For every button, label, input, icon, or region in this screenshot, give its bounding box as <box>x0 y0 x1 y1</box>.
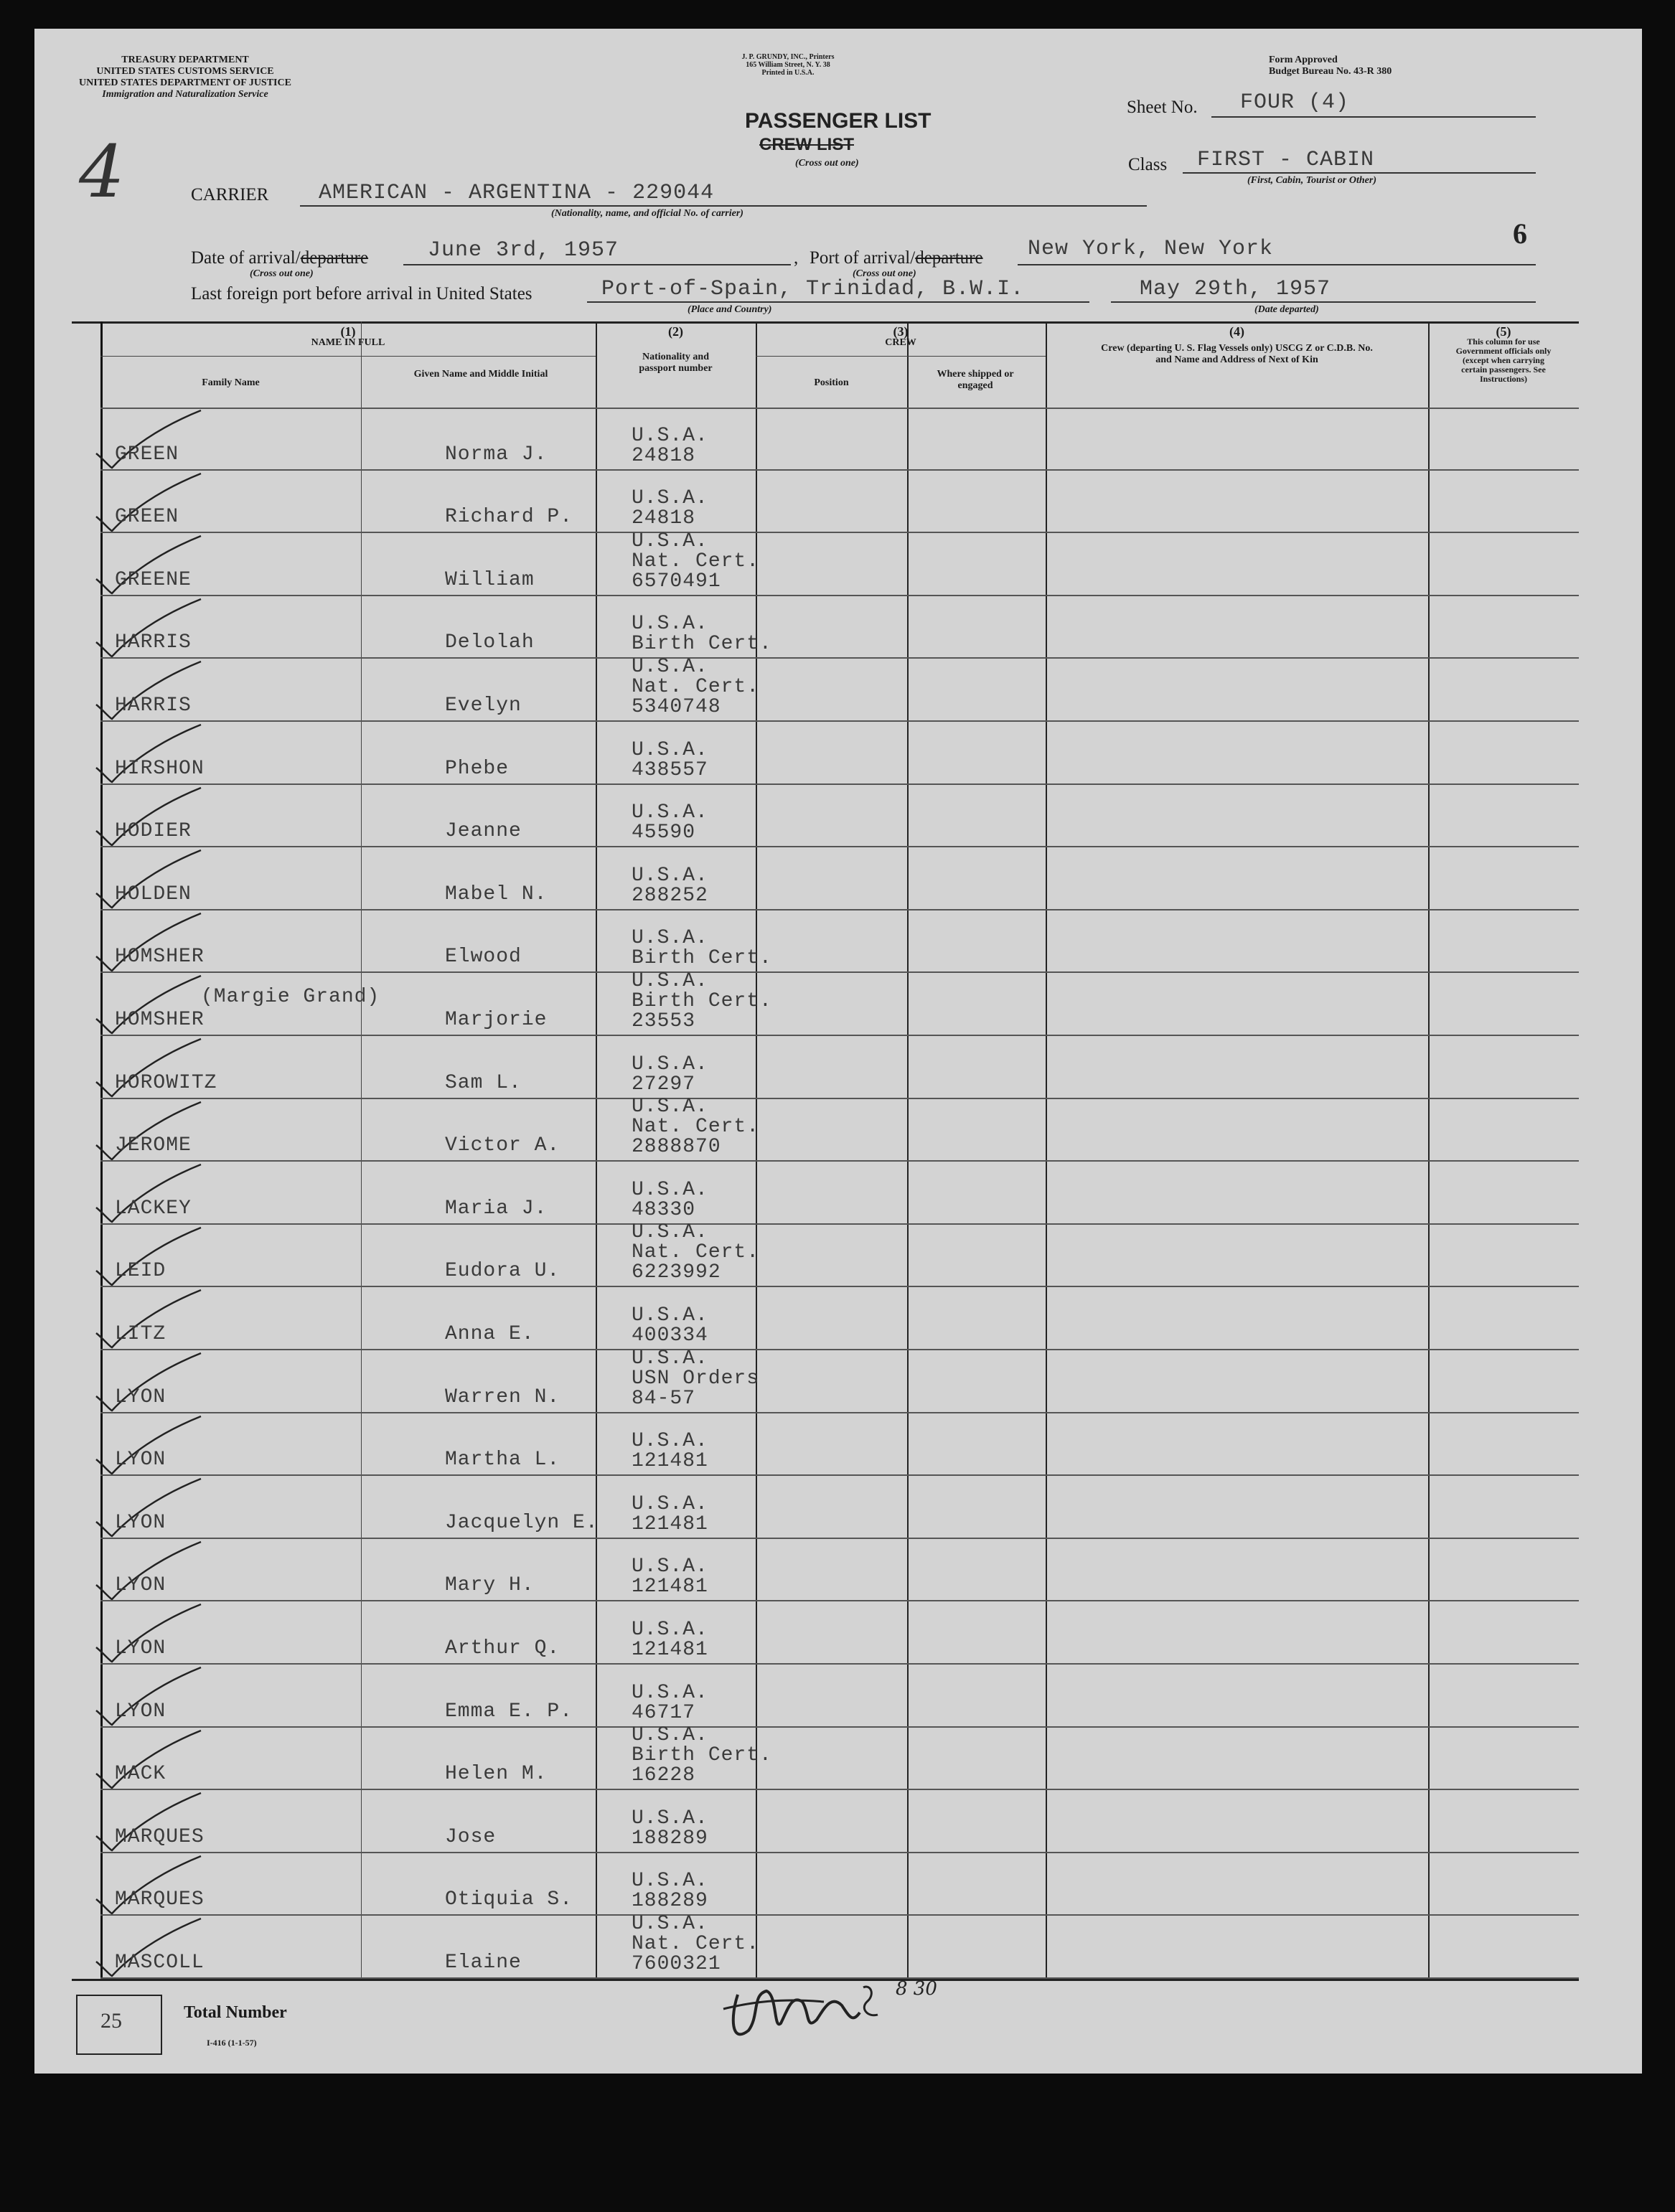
nationality-passport <box>632 1871 708 1911</box>
given-name: William <box>445 568 535 591</box>
nationality-passport <box>632 1180 708 1220</box>
nationality-line: U.S.A. <box>632 1053 708 1076</box>
given-name: Victor A. <box>445 1134 560 1157</box>
date-label-text: Date of arrival/ <box>191 248 301 268</box>
nationality-line: Birth Cert. <box>632 947 772 970</box>
place-caption: (Place and Country) <box>688 304 772 315</box>
nationality-line: U.S.A. <box>632 738 708 761</box>
last-port-underline <box>587 301 1089 303</box>
given-name: Otiquia S. <box>445 1888 573 1911</box>
family-name: HARRIS <box>115 631 192 654</box>
nationality-passport <box>632 1306 708 1346</box>
family-name: LYON <box>115 1700 166 1723</box>
date-value: June 3rd, 1957 <box>428 238 619 263</box>
nationality-line: U.S.A. <box>632 613 708 636</box>
nationality-line: Nat. Cert. <box>632 676 760 698</box>
family-name: LYON <box>115 1449 166 1472</box>
table-row <box>72 970 1579 1036</box>
nationality-passport <box>632 1349 759 1409</box>
last-port-label: Last foreign port before arrival in United States <box>191 284 532 303</box>
given-name: Anna E. <box>445 1322 535 1345</box>
col5-title: This column for use Government officials only (except when carrying certain passengers. See Instructions) <box>1455 336 1552 384</box>
family-name: LYON <box>115 1385 166 1408</box>
given-name: Emma E. P. <box>445 1700 573 1723</box>
nationality-line: 121481 <box>632 1512 708 1535</box>
agency-line: UNITED STATES CUSTOMS SERVICE <box>96 66 274 77</box>
col4-header <box>1046 326 1428 366</box>
nationality-line: U.S.A. <box>632 1221 708 1244</box>
given-name: Elaine <box>445 1951 522 1974</box>
carrier-underline <box>300 205 1147 207</box>
nationality-line: U.S.A. <box>632 487 708 510</box>
right-number: 6 <box>1513 217 1527 250</box>
family-name: LEID <box>115 1260 166 1283</box>
family-name: LITZ <box>115 1322 166 1345</box>
signature-note: 8 30 <box>896 1978 937 2000</box>
nationality-line: 24818 <box>632 507 696 530</box>
nationality-line: 400334 <box>632 1324 708 1347</box>
table-row <box>72 1413 1579 1477</box>
nationality-passport <box>632 971 772 1032</box>
nationality-line: 188289 <box>632 1827 708 1850</box>
family-name: GREENE <box>115 568 192 591</box>
nationality-line: 5340748 <box>632 696 721 718</box>
given-name: Jeanne <box>445 820 522 843</box>
nationality-line: U.S.A. <box>632 801 708 824</box>
family-name: LACKEY <box>115 1197 192 1220</box>
given-name: Norma J. <box>445 443 548 466</box>
nationality-line: U.S.A. <box>632 1347 708 1370</box>
col3-num: (3) <box>893 324 909 339</box>
table-row <box>72 1665 1579 1728</box>
col1-subline <box>100 356 596 357</box>
family-name: GREEN <box>115 506 179 529</box>
port-label <box>810 248 983 268</box>
carrier-value: AMERICAN - ARGENTINA - 229044 <box>319 181 715 205</box>
nationality-line: 2888870 <box>632 1136 721 1159</box>
nationality-passport <box>632 866 708 906</box>
table-row <box>72 1601 1579 1665</box>
family-name: MARQUES <box>115 1825 205 1848</box>
nationality-line: 188289 <box>632 1890 708 1913</box>
family-name: LYON <box>115 1637 166 1660</box>
family-name: HOMSHER <box>115 1008 205 1031</box>
signature <box>709 1952 996 2059</box>
nationality-passport <box>632 489 708 529</box>
given-name: Mabel N. <box>445 883 548 905</box>
col3-header <box>756 326 1046 349</box>
nationality-passport <box>632 1726 772 1786</box>
given-name: Elwood <box>445 946 522 969</box>
position-header: Position <box>814 377 849 388</box>
table-row <box>72 1790 1579 1853</box>
sheet-underline <box>1211 116 1536 118</box>
form-approved-line: Form Approved <box>1269 55 1338 65</box>
given-name: Delolah <box>445 631 535 654</box>
date-label <box>191 248 368 268</box>
given-name: Mary H. <box>445 1574 535 1597</box>
col4-title: Crew (departing U. S. Flag Vessels only) USCG Z or C.D.B. No. and Name and Address of Next of Kin <box>1101 343 1373 365</box>
given-name: Sam L. <box>445 1071 522 1094</box>
table-row <box>72 1476 1579 1539</box>
nationality-line: U.S.A. <box>632 1492 708 1515</box>
table-row <box>72 1221 1579 1288</box>
nationality-line: 23553 <box>632 1010 696 1032</box>
table-row <box>72 1539 1579 1602</box>
nationality-passport <box>632 1097 759 1157</box>
nationality-line: 24818 <box>632 444 696 467</box>
agency-line: UNITED STATES DEPARTMENT OF JUSTICE <box>79 77 291 88</box>
family-name: MASCOLL <box>115 1951 205 1974</box>
nationality-line: U.S.A. <box>632 1807 708 1830</box>
family-name: HOMSHER <box>115 946 205 969</box>
class-label: Class <box>1128 155 1168 174</box>
printer-line: J. P. GRUNDY, INC., Printers <box>741 53 835 61</box>
passenger-table <box>72 321 1579 1980</box>
nationality-passport <box>632 1557 708 1597</box>
nationality-line: U.S.A. <box>632 1556 708 1578</box>
nationality-line: Nat. Cert. <box>632 550 760 573</box>
given-name: Maria J. <box>445 1197 548 1220</box>
table-row <box>72 596 1579 659</box>
nationality-line: 84-57 <box>632 1387 696 1410</box>
nationality-line: 121481 <box>632 1576 708 1599</box>
nationality-line: USN Orders <box>632 1367 760 1390</box>
family-name: GREEN <box>115 443 179 466</box>
nationality-passport <box>632 1620 708 1660</box>
date-underline <box>403 264 791 265</box>
col1-num: (1) <box>340 324 356 339</box>
given-name: Warren N. <box>445 1385 560 1408</box>
nationality-line: U.S.A. <box>632 424 708 447</box>
printer-line: 165 William Street, N. Y. 38 <box>746 61 830 69</box>
given-name: Jacquelyn E. <box>445 1511 599 1534</box>
form-code: I-416 (1-1-57) <box>207 2038 257 2048</box>
nationality-passport <box>632 657 759 717</box>
nationality-line: 16228 <box>632 1764 696 1787</box>
nationality-line: Nat. Cert. <box>632 1116 760 1139</box>
given-name: Evelyn <box>445 694 522 717</box>
passenger-list-form <box>34 29 1642 2074</box>
name-note: (Margie Grand) <box>201 985 380 1008</box>
table-row <box>72 471 1579 534</box>
family-name: JEROME <box>115 1134 192 1157</box>
carrier-label: CARRIER <box>191 185 269 204</box>
nationality-line: Birth Cert. <box>632 1744 772 1767</box>
nationality-line: 6223992 <box>632 1261 721 1284</box>
margin-number: 4 <box>79 130 125 214</box>
nationality-line: 48330 <box>632 1198 696 1221</box>
col4-num: (4) <box>1229 324 1244 339</box>
table-row <box>72 910 1579 974</box>
nationality-line: U.S.A. <box>632 927 708 950</box>
nationality-line: Birth Cert. <box>632 633 772 656</box>
nationality-passport <box>632 928 772 969</box>
table-row <box>72 1162 1579 1225</box>
nationality-passport <box>632 614 772 654</box>
date-cross-caption: (Cross out one) <box>250 268 314 279</box>
sheet-label: Sheet No. <box>1127 98 1198 117</box>
family-name: HOROWITZ <box>115 1071 217 1094</box>
agency-line: TREASURY DEPARTMENT <box>121 55 249 65</box>
total-label: Total Number <box>184 2003 287 2022</box>
nationality-line: U.S.A. <box>632 1430 708 1453</box>
nationality-line: U.S.A. <box>632 1913 708 1935</box>
nationality-line: U.S.A. <box>632 1870 708 1893</box>
nationality-line: 27297 <box>632 1073 696 1096</box>
nationality-line: U.S.A. <box>632 1304 708 1327</box>
crew-list-struck: CREW LIST <box>759 135 854 154</box>
family-name: HOLDEN <box>115 883 192 905</box>
table-top-border <box>72 321 1579 324</box>
sheet-value: FOUR (4) <box>1240 90 1350 115</box>
total-value: 25 <box>100 2009 122 2033</box>
date-departed-caption: (Date departed) <box>1254 304 1319 315</box>
col1-title: NAME IN FULL <box>311 337 385 348</box>
nationality-passport <box>632 740 708 781</box>
nationality-line: U.S.A. <box>632 1096 708 1119</box>
nationality-line: U.S.A. <box>632 1178 708 1201</box>
nationality-line: 121481 <box>632 1638 708 1661</box>
col3-subline <box>756 356 1046 357</box>
printer-block <box>716 53 860 77</box>
given-name: Helen M. <box>445 1763 548 1786</box>
form-approved <box>1269 55 1392 77</box>
table-row <box>72 1036 1579 1099</box>
col2-num: (2) <box>668 324 683 339</box>
nationality-line: U.S.A. <box>632 1618 708 1641</box>
port-label-text: Port of arrival/ <box>810 248 916 268</box>
given-name: Richard P. <box>445 506 573 529</box>
nationality-line: U.S.A. <box>632 970 708 992</box>
date-departed-underline <box>1111 301 1536 303</box>
nationality-line: U.S.A. <box>632 530 708 552</box>
table-row <box>72 656 1579 722</box>
nationality-passport <box>632 1431 708 1472</box>
budget-bureau-line: Budget Bureau No. 43-R 380 <box>1269 66 1392 77</box>
family-name: HODIER <box>115 820 192 843</box>
col2-header <box>596 326 756 375</box>
table-row <box>72 530 1579 596</box>
last-port-value: Port-of-Spain, Trinidad, B.W.I. <box>601 277 1025 301</box>
agency-line: Immigration and Naturalization Service <box>102 89 268 100</box>
class-caption: (First, Cabin, Tourist or Other) <box>1247 175 1376 186</box>
port-underline <box>1018 264 1536 265</box>
table-row <box>72 1096 1579 1162</box>
col2-title: Nationality and passport number <box>639 352 713 374</box>
given-name: Martha L. <box>445 1449 560 1472</box>
col5-num: (5) <box>1496 324 1511 339</box>
nationality-passport <box>632 1055 708 1095</box>
nationality-passport <box>632 803 708 843</box>
family-name: LYON <box>115 1574 166 1597</box>
nationality-line: U.S.A. <box>632 864 708 887</box>
where-shipped-header: Where shipped or engaged <box>937 369 1014 391</box>
date-port-comma: , <box>794 248 799 268</box>
family-name-header: Family Name <box>202 377 260 388</box>
nationality-passport <box>632 1809 708 1849</box>
given-name: Phebe <box>445 757 510 780</box>
table-row <box>72 785 1579 848</box>
nationality-passport <box>632 532 759 592</box>
port-struck: departure <box>915 248 983 268</box>
class-underline <box>1183 172 1536 174</box>
nationality-line: U.S.A. <box>632 1681 708 1704</box>
nationality-line: 288252 <box>632 884 708 907</box>
nationality-passport <box>632 426 708 466</box>
given-name: Marjorie <box>445 1008 548 1031</box>
col5-header <box>1428 326 1579 384</box>
table-row <box>72 1724 1579 1791</box>
family-name: MACK <box>115 1763 166 1786</box>
agency-block <box>63 55 307 100</box>
port-value: New York, New York <box>1028 237 1274 261</box>
nationality-line: 6570491 <box>632 570 721 593</box>
nationality-line: Birth Cert. <box>632 990 772 1012</box>
given-name: Eudora U. <box>445 1260 560 1283</box>
nationality-line: 121481 <box>632 1450 708 1473</box>
nationality-line: U.S.A. <box>632 656 708 678</box>
printer-line: Printed in U.S.A. <box>761 69 815 77</box>
nationality-line: 438557 <box>632 758 708 781</box>
table-row <box>72 1287 1579 1350</box>
nationality-passport <box>632 1223 759 1283</box>
family-name: HARRIS <box>115 694 192 717</box>
cross-out-note: (Cross out one) <box>795 158 859 169</box>
given-name: Jose <box>445 1825 497 1848</box>
nationality-passport <box>632 1683 708 1723</box>
nationality-line: 46717 <box>632 1701 696 1724</box>
carrier-caption: (Nationality, name, and official No. of carrier) <box>551 208 743 219</box>
nationality-line: 7600321 <box>632 1953 721 1975</box>
date-departed-value: May 29th, 1957 <box>1140 277 1331 301</box>
table-row <box>72 1347 1579 1413</box>
family-name: HIRSHON <box>115 757 205 780</box>
class-value: FIRST - CABIN <box>1197 148 1375 172</box>
table-row <box>72 722 1579 785</box>
table-row <box>72 847 1579 910</box>
col3-title: CREW <box>885 337 916 348</box>
given-name: Arthur Q. <box>445 1637 560 1660</box>
nationality-line: Nat. Cert. <box>632 1241 760 1264</box>
given-name-header: Given Name and Middle Initial <box>413 369 548 380</box>
nationality-line: U.S.A. <box>632 1724 708 1747</box>
port-cross-caption: (Cross out one) <box>853 268 916 279</box>
family-name: MARQUES <box>115 1888 205 1911</box>
nationality-passport <box>632 1492 708 1535</box>
nationality-line: 45590 <box>632 822 696 844</box>
page-title: PASSENGER LIST <box>745 109 932 133</box>
table-row <box>72 408 1579 471</box>
nationality-line: Nat. Cert. <box>632 1933 760 1955</box>
table-row <box>72 1853 1579 1916</box>
col1-header <box>100 326 596 349</box>
family-name: LYON <box>115 1511 166 1534</box>
date-struck: departure <box>300 248 369 268</box>
